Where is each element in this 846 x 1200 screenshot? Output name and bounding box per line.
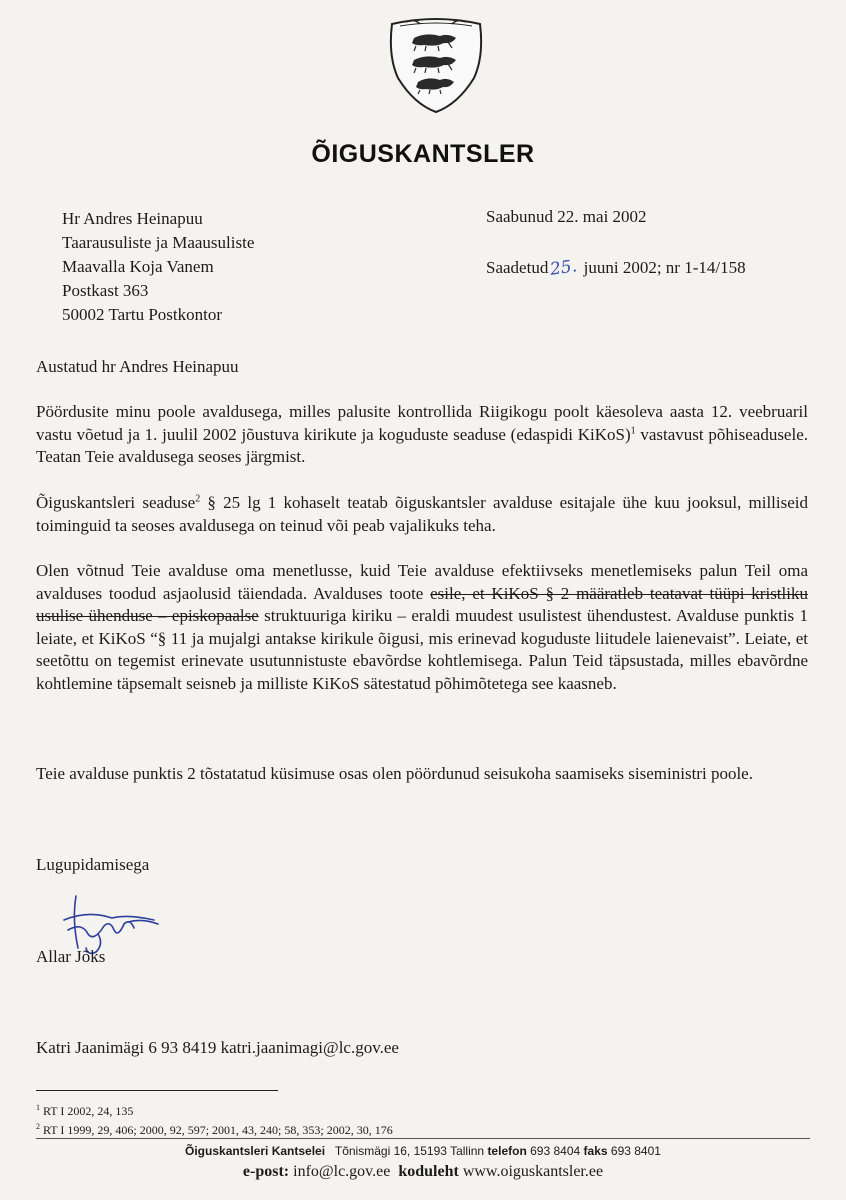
recipient-address xyxy=(62,207,254,327)
footnote-text: RT I 1999, 29, 406; 2000, 92, 597; 2001, 43, 240; 58, 353; 2002, 30, 176 xyxy=(43,1123,393,1137)
footnote-ref: 1 xyxy=(630,424,636,436)
footer-contacts xyxy=(0,1163,846,1181)
fax-label: faks xyxy=(583,1144,608,1158)
fax-number: 693 8401 xyxy=(610,1144,661,1158)
sent-suffix: juuni 2002; nr 1-14/158 xyxy=(583,258,746,277)
footnotes xyxy=(36,1100,393,1138)
footnote-number: 1 xyxy=(36,1103,40,1112)
received-date: Saabunud 22. mai 2002 xyxy=(486,207,647,226)
email-link[interactable]: info@lc.gov.ee xyxy=(293,1163,391,1180)
footnote-divider xyxy=(36,1090,278,1091)
footnote xyxy=(36,1119,393,1138)
contact-person: Katri Jaanimägi 6 93 8419 katri.jaanimagi@lc.gov.ee xyxy=(36,1038,399,1057)
paragraph-text: struktuuriga kiriku – eraldi muudest usulistest ühendustest. Avalduse punktis 1 leiate, et KiKoS “§ 11 ja mujalgi antakse kirikule õigusi, mis erinevad koguduste liitudele laienevaist”. Leiate, et seetõttu on tegemist erinevate usutunnistuste ebavõrdse kohtlemisega. Palun Teid täpsustada, milles ebavõrdne kohtlemine täpsemalt seisneb ja milliste KiKoS sätestatud põhimõtetega see kaasneb. xyxy=(36,606,808,693)
paragraph-text: Pöördusite minu poole avaldusega, milles palusite kontrollida Riigikogu poolt käesoleva aasta 12. veebruaril vastu võetud ja 1. juulil 2002 jõustuva kirikute ja koguduste seaduse (edaspidi KiKoS) xyxy=(36,402,808,444)
web-label: koduleht xyxy=(398,1163,459,1180)
phone-label: telefon xyxy=(487,1144,527,1158)
paragraph-text: vastavust põhiseadusele. Teatan Teie avaldusega seoses järgmist. xyxy=(36,424,808,466)
footnote xyxy=(36,1100,393,1119)
phone-number: 693 8404 xyxy=(530,1144,581,1158)
email-label: e-post: xyxy=(242,1163,290,1180)
paragraph-text: Olen võtnud Teie avalduse oma menetlusse, kuid Teie avalduse efektiivseks menetlemiseks palun Teil oma avalduses toodud asjaolusid täiendada. Avalduses toote xyxy=(36,561,808,603)
address-line: Hr Andres Heinapuu xyxy=(62,209,203,228)
footer-address xyxy=(0,1144,846,1158)
paragraph-text: Õiguskantsleri seaduse xyxy=(36,493,196,512)
address-line: Postkast 363 xyxy=(62,281,149,300)
closing: Lugupidamisega xyxy=(36,855,150,874)
paragraph-text: § 25 lg 1 kohaselt teatab õiguskantsler avalduse esitajale ühe kuu jooksul, milliseid toiminguid ta seoses avaldusega on teinud või peab vajalikuks teha. xyxy=(36,493,808,535)
handwritten-day: 25. xyxy=(549,256,579,280)
paragraph-1 xyxy=(36,401,808,469)
address-line: Maavalla Koja Vanem xyxy=(62,257,214,276)
address-line: Taarausuliste ja Maausuliste xyxy=(62,233,255,252)
signer-name: Allar Jõks xyxy=(36,947,106,966)
website-link[interactable]: www.oiguskantsler.ee xyxy=(462,1163,604,1180)
office-address: Tõnismägi 16, 15193 Tallinn xyxy=(334,1144,485,1158)
footnote-number: 2 xyxy=(36,1122,40,1131)
office-name: Õiguskantsleri Kantselei xyxy=(185,1144,326,1158)
sent-date xyxy=(486,258,746,278)
page-title: ÕIGUSKANTSLER xyxy=(311,140,535,168)
footer-divider xyxy=(36,1138,810,1139)
sent-prefix: Saadetud xyxy=(486,258,549,277)
address-line: 50002 Tartu Postkontor xyxy=(62,305,222,324)
salutation: Austatud hr Andres Heinapuu xyxy=(36,357,239,376)
paragraph-4: Teie avalduse punktis 2 tõstatatud küsimuse osas olen pöördunud seisukoha saamiseks siseministri poole. xyxy=(36,764,753,783)
struck-text: esile, et KiKoS § 2 määratleb teatavat tüüpi kristliku usulise ühenduse – episkopaalse xyxy=(36,583,808,625)
paragraph-3 xyxy=(36,560,808,695)
paragraph-2 xyxy=(36,492,808,537)
footnote-ref: 2 xyxy=(195,493,201,505)
footnote-text: RT I 2002, 24, 135 xyxy=(43,1104,134,1118)
estonian-coat-of-arms-icon xyxy=(386,16,486,114)
